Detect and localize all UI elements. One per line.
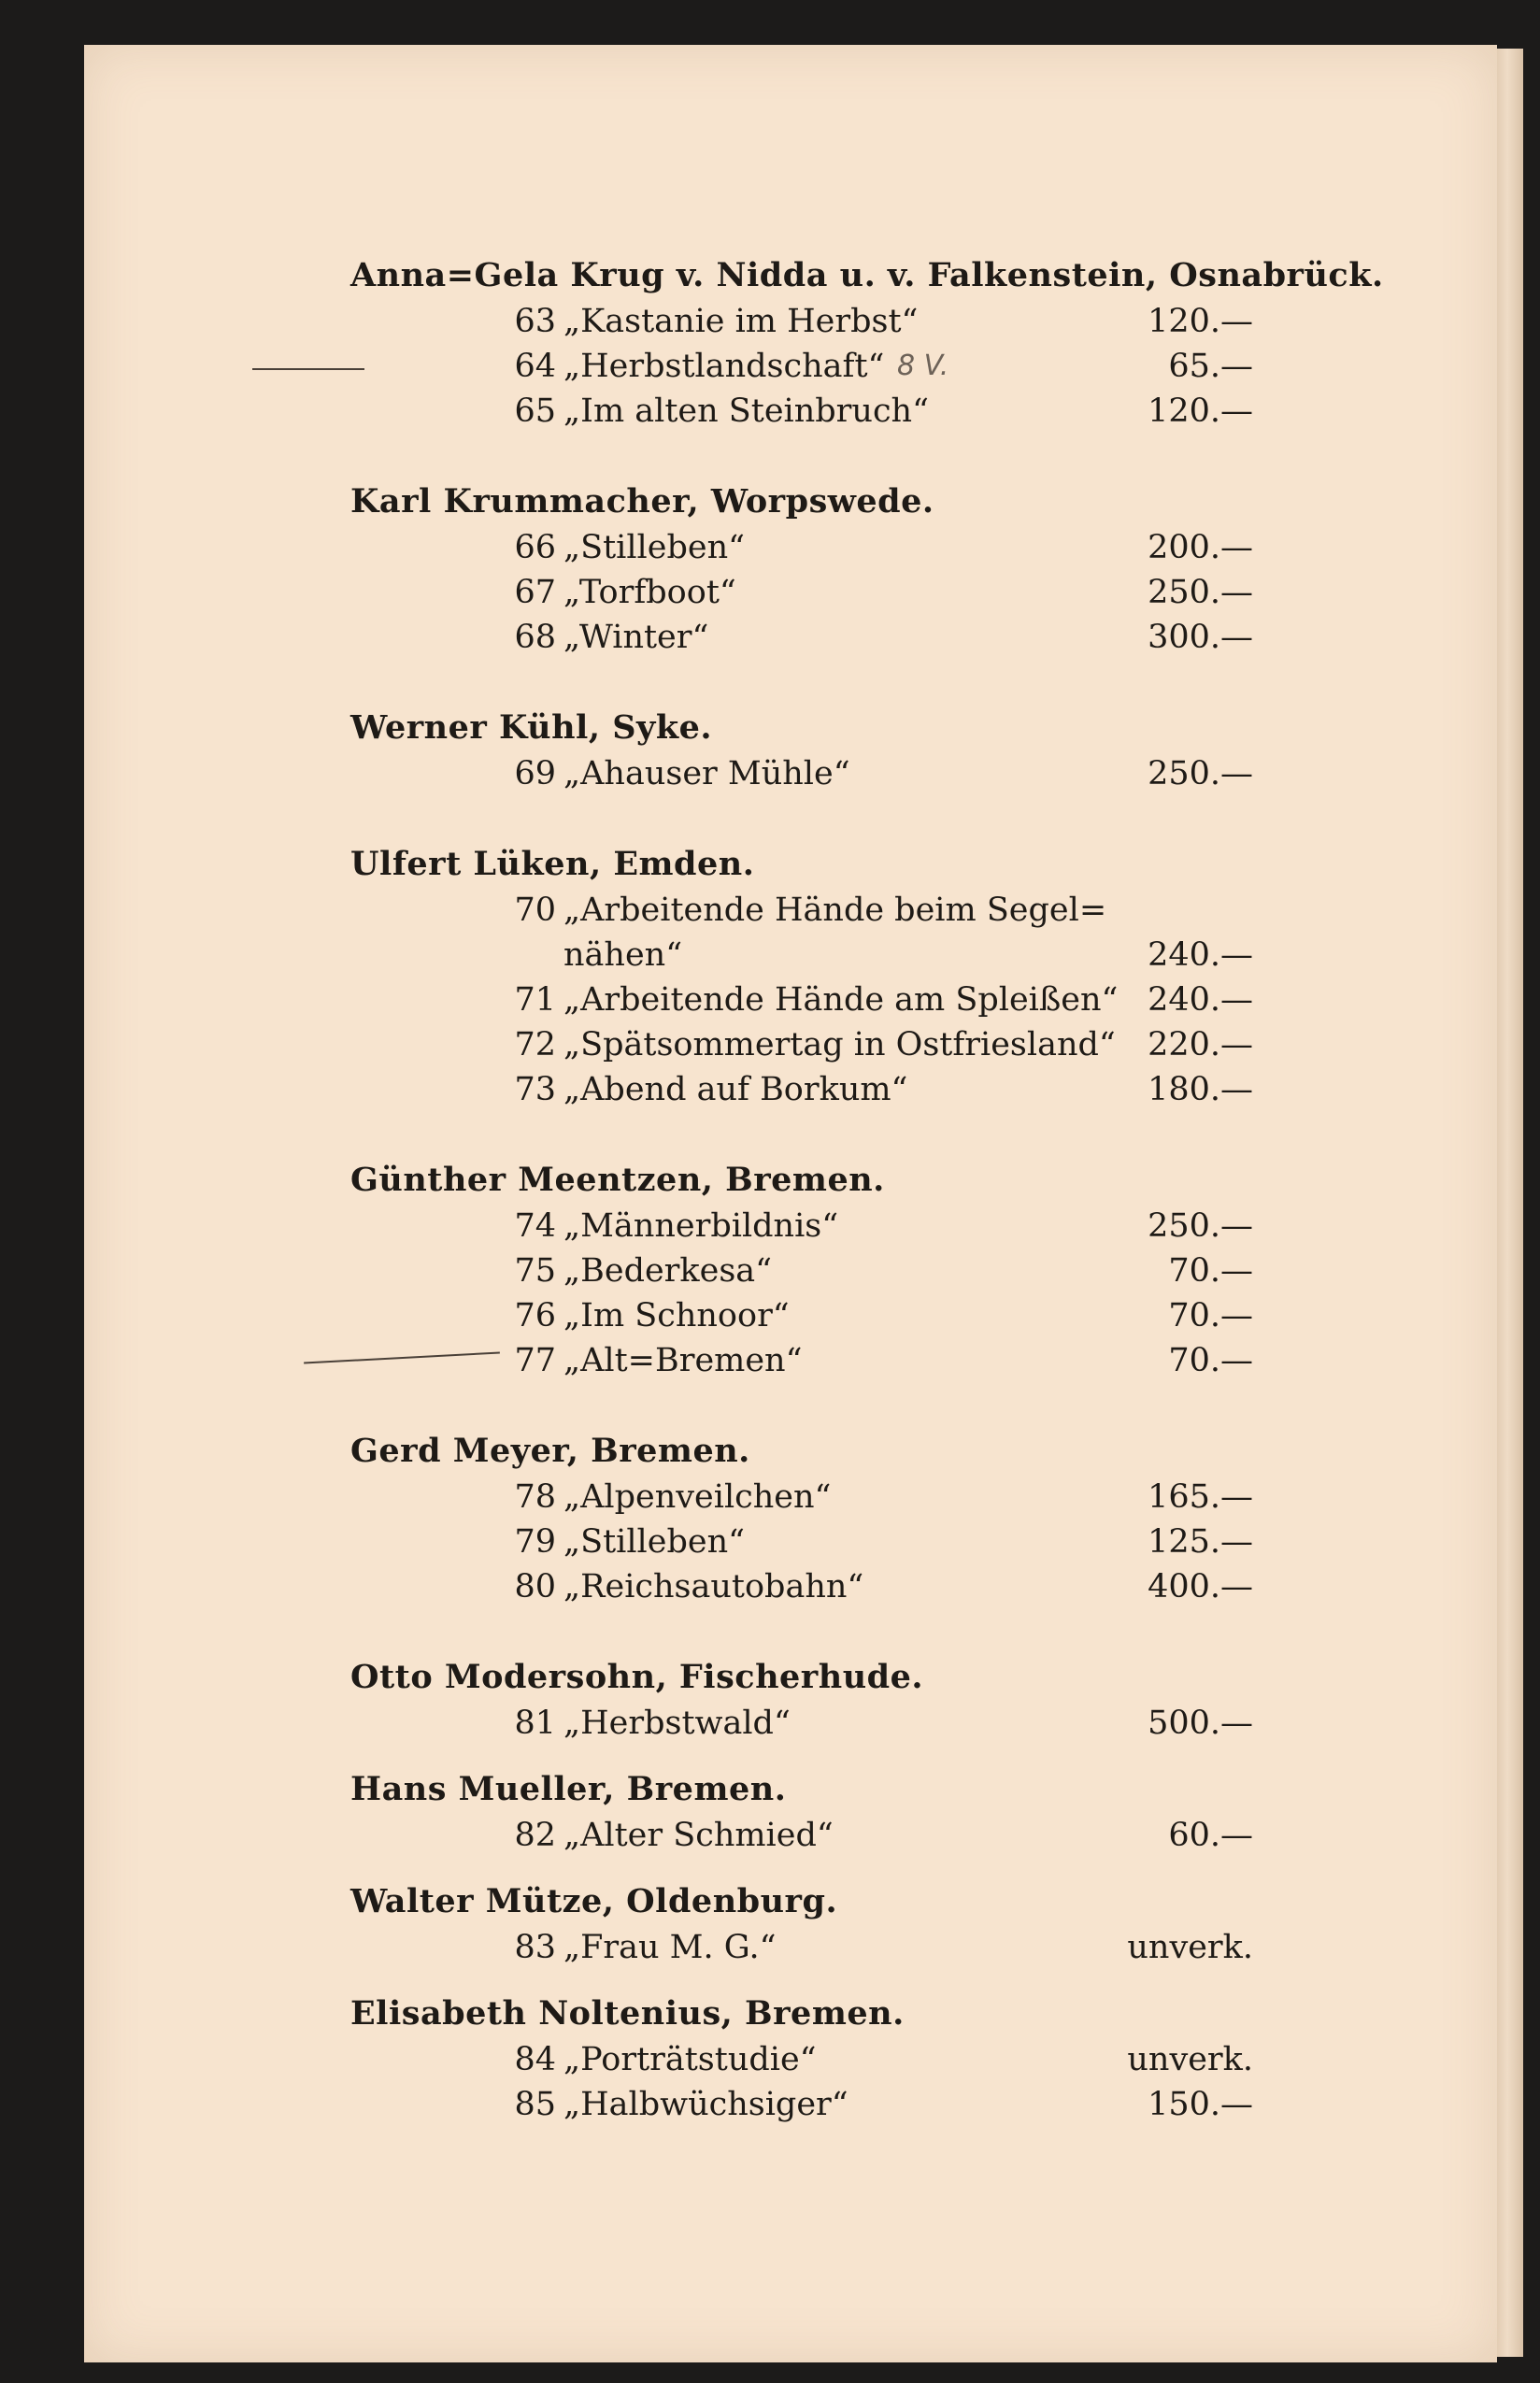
work-entry	[350, 1338, 1253, 1383]
work-price: unverk.	[1127, 1929, 1253, 1966]
work-title: „Männerbildnis“	[563, 1207, 839, 1245]
work-price: 220.—	[1148, 1026, 1253, 1063]
work-title: „Frau M. G.“	[563, 1929, 777, 1966]
work-number: 72	[514, 1026, 556, 1063]
work-price: 240.—	[1148, 981, 1253, 1019]
work-entry	[350, 299, 1253, 344]
work-price: 250.—	[1148, 574, 1253, 611]
work-title: „Kastanie im Herbst“	[563, 303, 919, 340]
work-entry	[350, 751, 1253, 796]
work-title: „Alter Schmied“	[563, 1817, 834, 1854]
work-title: „Herbstlandschaft“	[563, 348, 885, 385]
work-price: 120.—	[1148, 303, 1253, 340]
work-number: 70	[514, 892, 556, 929]
work-price: 120.—	[1148, 392, 1253, 430]
work-entry	[350, 1925, 1253, 1970]
work-price: 70.—	[1168, 1252, 1253, 1290]
work-number: 71	[514, 981, 556, 1019]
work-price: unverk.	[1127, 2041, 1253, 2078]
artist-heading: Karl Krummacher, Worpswede.	[350, 482, 934, 521]
artist-heading: Hans Mueller, Bremen.	[350, 1770, 787, 1808]
work-entry	[350, 1204, 1253, 1249]
work-number: 74	[514, 1207, 556, 1245]
work-entry	[350, 1520, 1253, 1564]
work-entry	[350, 1249, 1253, 1293]
work-number: 75	[514, 1252, 556, 1290]
work-price: 250.—	[1148, 1207, 1253, 1245]
work-title-continued: nähen“	[563, 936, 683, 974]
work-title: „Herbstwald“	[563, 1705, 791, 1742]
work-entry	[350, 1293, 1253, 1338]
work-title: „Alt=Bremen“	[563, 1342, 803, 1379]
work-number: 78	[514, 1478, 556, 1516]
work-price: 70.—	[1168, 1297, 1253, 1334]
catalog-list	[350, 252, 1384, 2127]
work-number: 68	[514, 619, 556, 656]
work-price: 250.—	[1148, 755, 1253, 792]
work-number: 85	[514, 2086, 556, 2123]
artist-heading: Günther Meentzen, Bremen.	[350, 1161, 885, 1199]
work-entry	[350, 1564, 1253, 1609]
work-price: 65.—	[1168, 348, 1253, 385]
handwritten-annotation: 8 V.	[897, 350, 949, 382]
work-entry	[350, 1067, 1253, 1112]
work-title: „Bederkesa“	[563, 1252, 773, 1290]
work-title: „Im alten Steinbruch“	[563, 392, 929, 430]
work-number: 67	[514, 574, 556, 611]
work-entry	[350, 1475, 1253, 1520]
work-entry	[350, 615, 1253, 660]
work-title: „Reichsautobahn“	[563, 1568, 864, 1605]
work-number: 77	[514, 1342, 556, 1379]
work-price: 60.—	[1168, 1817, 1253, 1854]
work-title: „Winter“	[563, 619, 709, 656]
work-title: „Halbwüchsiger“	[563, 2086, 848, 2123]
work-entry	[350, 1701, 1253, 1746]
work-title: „Porträtstudie“	[563, 2041, 817, 2078]
work-entry	[350, 2082, 1253, 2127]
work-price: 400.—	[1148, 1568, 1253, 1605]
work-title: „Torfboot“	[563, 574, 736, 611]
work-entry	[350, 389, 1253, 434]
work-price: 165.—	[1148, 1478, 1253, 1516]
work-number: 80	[514, 1568, 556, 1605]
work-price: 180.—	[1148, 1071, 1253, 1108]
work-price: 70.—	[1168, 1342, 1253, 1379]
artist-heading: Anna=Gela Krug v. Nidda u. v. Falkenstein, Osnabrück.	[350, 256, 1384, 294]
work-price: 200.—	[1148, 529, 1253, 566]
work-number: 81	[514, 1705, 556, 1742]
artist-heading: Otto Modersohn, Fischerhude.	[350, 1658, 924, 1696]
work-number: 65	[514, 392, 556, 430]
work-price: 150.—	[1148, 2086, 1253, 2123]
work-title: „Abend auf Borkum“	[563, 1071, 908, 1108]
artist-heading: Gerd Meyer, Bremen.	[350, 1432, 750, 1470]
work-number: 64	[514, 348, 556, 385]
work-number: 79	[514, 1523, 556, 1561]
work-entry	[350, 977, 1253, 1022]
work-entry	[350, 344, 1253, 389]
artist-heading: Ulfert Lüken, Emden.	[350, 845, 755, 883]
artist-heading: Elisabeth Noltenius, Bremen.	[350, 1994, 905, 2033]
work-title: „Arbeitende Hände beim Segel=	[563, 892, 1107, 929]
work-entry	[350, 525, 1253, 570]
work-number: 82	[514, 1817, 556, 1854]
work-number: 76	[514, 1297, 556, 1334]
work-title: „Stilleben“	[563, 529, 746, 566]
work-price: 125.—	[1148, 1523, 1253, 1561]
work-entry	[350, 570, 1253, 615]
work-title: „Ahauser Mühle“	[563, 755, 850, 792]
work-title: „Arbeitende Hände am Spleißen“	[563, 981, 1119, 1019]
work-entry	[350, 888, 1253, 977]
work-title: „Stilleben“	[563, 1523, 746, 1561]
work-number: 84	[514, 2041, 556, 2078]
work-entry	[350, 2037, 1253, 2082]
work-title: „Im Schnoor“	[563, 1297, 790, 1334]
work-title: „Alpenveilchen“	[563, 1478, 832, 1516]
work-number: 63	[514, 303, 556, 340]
artist-heading: Walter Mütze, Oldenburg.	[350, 1882, 838, 1920]
page-edge	[1497, 49, 1523, 2357]
work-number: 83	[514, 1929, 556, 1966]
work-entry	[350, 1022, 1253, 1067]
work-price: 500.—	[1148, 1705, 1253, 1742]
work-number: 73	[514, 1071, 556, 1108]
work-title: „Spätsommertag in Ostfriesland“	[563, 1026, 1116, 1063]
work-price: 240.—	[1148, 936, 1253, 974]
work-price: 300.—	[1148, 619, 1253, 656]
work-number: 69	[514, 755, 556, 792]
work-number: 66	[514, 529, 556, 566]
pencil-strike	[252, 368, 364, 370]
artist-heading: Werner Kühl, Syke.	[350, 708, 713, 747]
work-entry	[350, 1813, 1253, 1858]
